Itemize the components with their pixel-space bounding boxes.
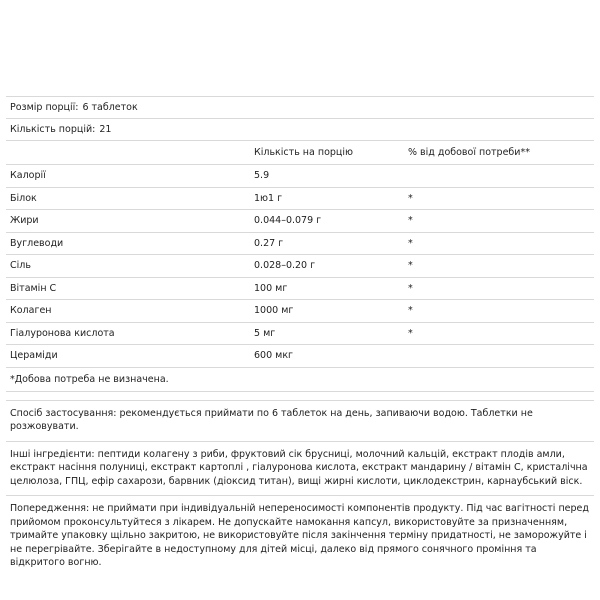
nutrient-amount: 0.27 г — [254, 237, 284, 249]
nutrient-amount: 0.044–0.079 г — [254, 215, 322, 227]
table-row — [6, 278, 594, 301]
nutrient-daily-value: * — [408, 305, 413, 317]
footnote-text: *Добова потреба не визначена. — [10, 373, 169, 385]
nutrient-name: Вітамін С — [10, 282, 57, 294]
nutrient-daily-value: * — [408, 237, 413, 249]
other-ingredients-paragraph: Інші інгредієнти: пептиди колагену з риби, фруктовий сік брусниці, молочний кальцій, екстракт плодів амли, екстракт насіння полуниці, екстракт картоплі , гіалуронова кислота, екстракт мандарину / вітамін С, кристалічна целюлоза, ГПЦ, ефір сахарози, барвник (діоксид титан), вищі жирні кислоти, циклодекстрин, карнаубський віск. — [6, 442, 594, 497]
nutrient-daily-value: * — [408, 327, 413, 339]
nutrient-daily-value: * — [408, 260, 413, 272]
nutrient-amount: 0.028–0.20 г — [254, 260, 316, 272]
serving-size-value: 6 таблеток — [82, 101, 138, 113]
nutrient-amount: 1ю1 г — [254, 192, 283, 204]
table-footnote — [6, 368, 594, 392]
header-daily-value: % від добової потреби** — [408, 147, 530, 158]
nutrient-daily-value: * — [408, 192, 413, 204]
nutrient-amount: 1000 мг — [254, 305, 294, 317]
table-row — [6, 233, 594, 256]
nutrient-name: Вуглеводи — [10, 237, 64, 249]
table-row — [6, 188, 594, 211]
table-row — [6, 255, 594, 278]
usage-paragraph: Спосіб застосування: рекомендується приймати по 6 таблеток на день, запиваючи водою. Таблетки не розжовувати. — [6, 400, 594, 442]
table-header-row — [6, 141, 594, 165]
nutrition-document — [6, 96, 594, 577]
header-amount: Кількість на порцію — [254, 147, 354, 158]
servings-count-row — [6, 119, 594, 142]
nutrient-name: Білок — [10, 192, 37, 204]
nutrient-name: Сіль — [10, 260, 31, 272]
serving-size-label: Розмір порції: — [10, 101, 79, 113]
nutrient-name: Цераміди — [10, 350, 58, 362]
table-row — [6, 300, 594, 323]
nutrient-name: Гіалуронова кислота — [10, 327, 115, 339]
nutrient-daily-value: * — [408, 215, 413, 227]
table-row — [6, 323, 594, 346]
table-row — [6, 345, 594, 368]
serving-size-row — [6, 96, 594, 119]
nutrient-amount: 5.9 — [254, 170, 270, 182]
servings-count-value: 21 — [99, 123, 112, 135]
nutrient-name: Колаген — [10, 305, 52, 317]
nutrient-name: Жири — [10, 215, 39, 227]
nutrient-amount: 5 мг — [254, 327, 276, 339]
warnings-paragraph: Попередження: не приймати при індивідуальній непереносимості компонентів продукту. Під час вагітності перед прийомом проконсультуйтеся з лікарем. Не допускайте намокання капсул, використовуйте за призначенням, тримайте упаковку щільно закритою, не використовуйте після закінчення терміну придатності, не заморожуйте і не перегрівайте. Зберігайте в недоступному для дітей місці, далеко від прямого сонячного проміння та відкритого вогню. — [10, 503, 589, 568]
servings-count-label: Кількість порцій: — [10, 123, 96, 135]
table-row — [6, 210, 594, 233]
nutrient-amount: 100 мг — [254, 282, 288, 294]
nutrient-name: Калорії — [10, 170, 46, 182]
table-row — [6, 165, 594, 188]
nutrient-amount: 600 мкг — [254, 350, 294, 362]
nutrient-daily-value: * — [408, 282, 413, 294]
